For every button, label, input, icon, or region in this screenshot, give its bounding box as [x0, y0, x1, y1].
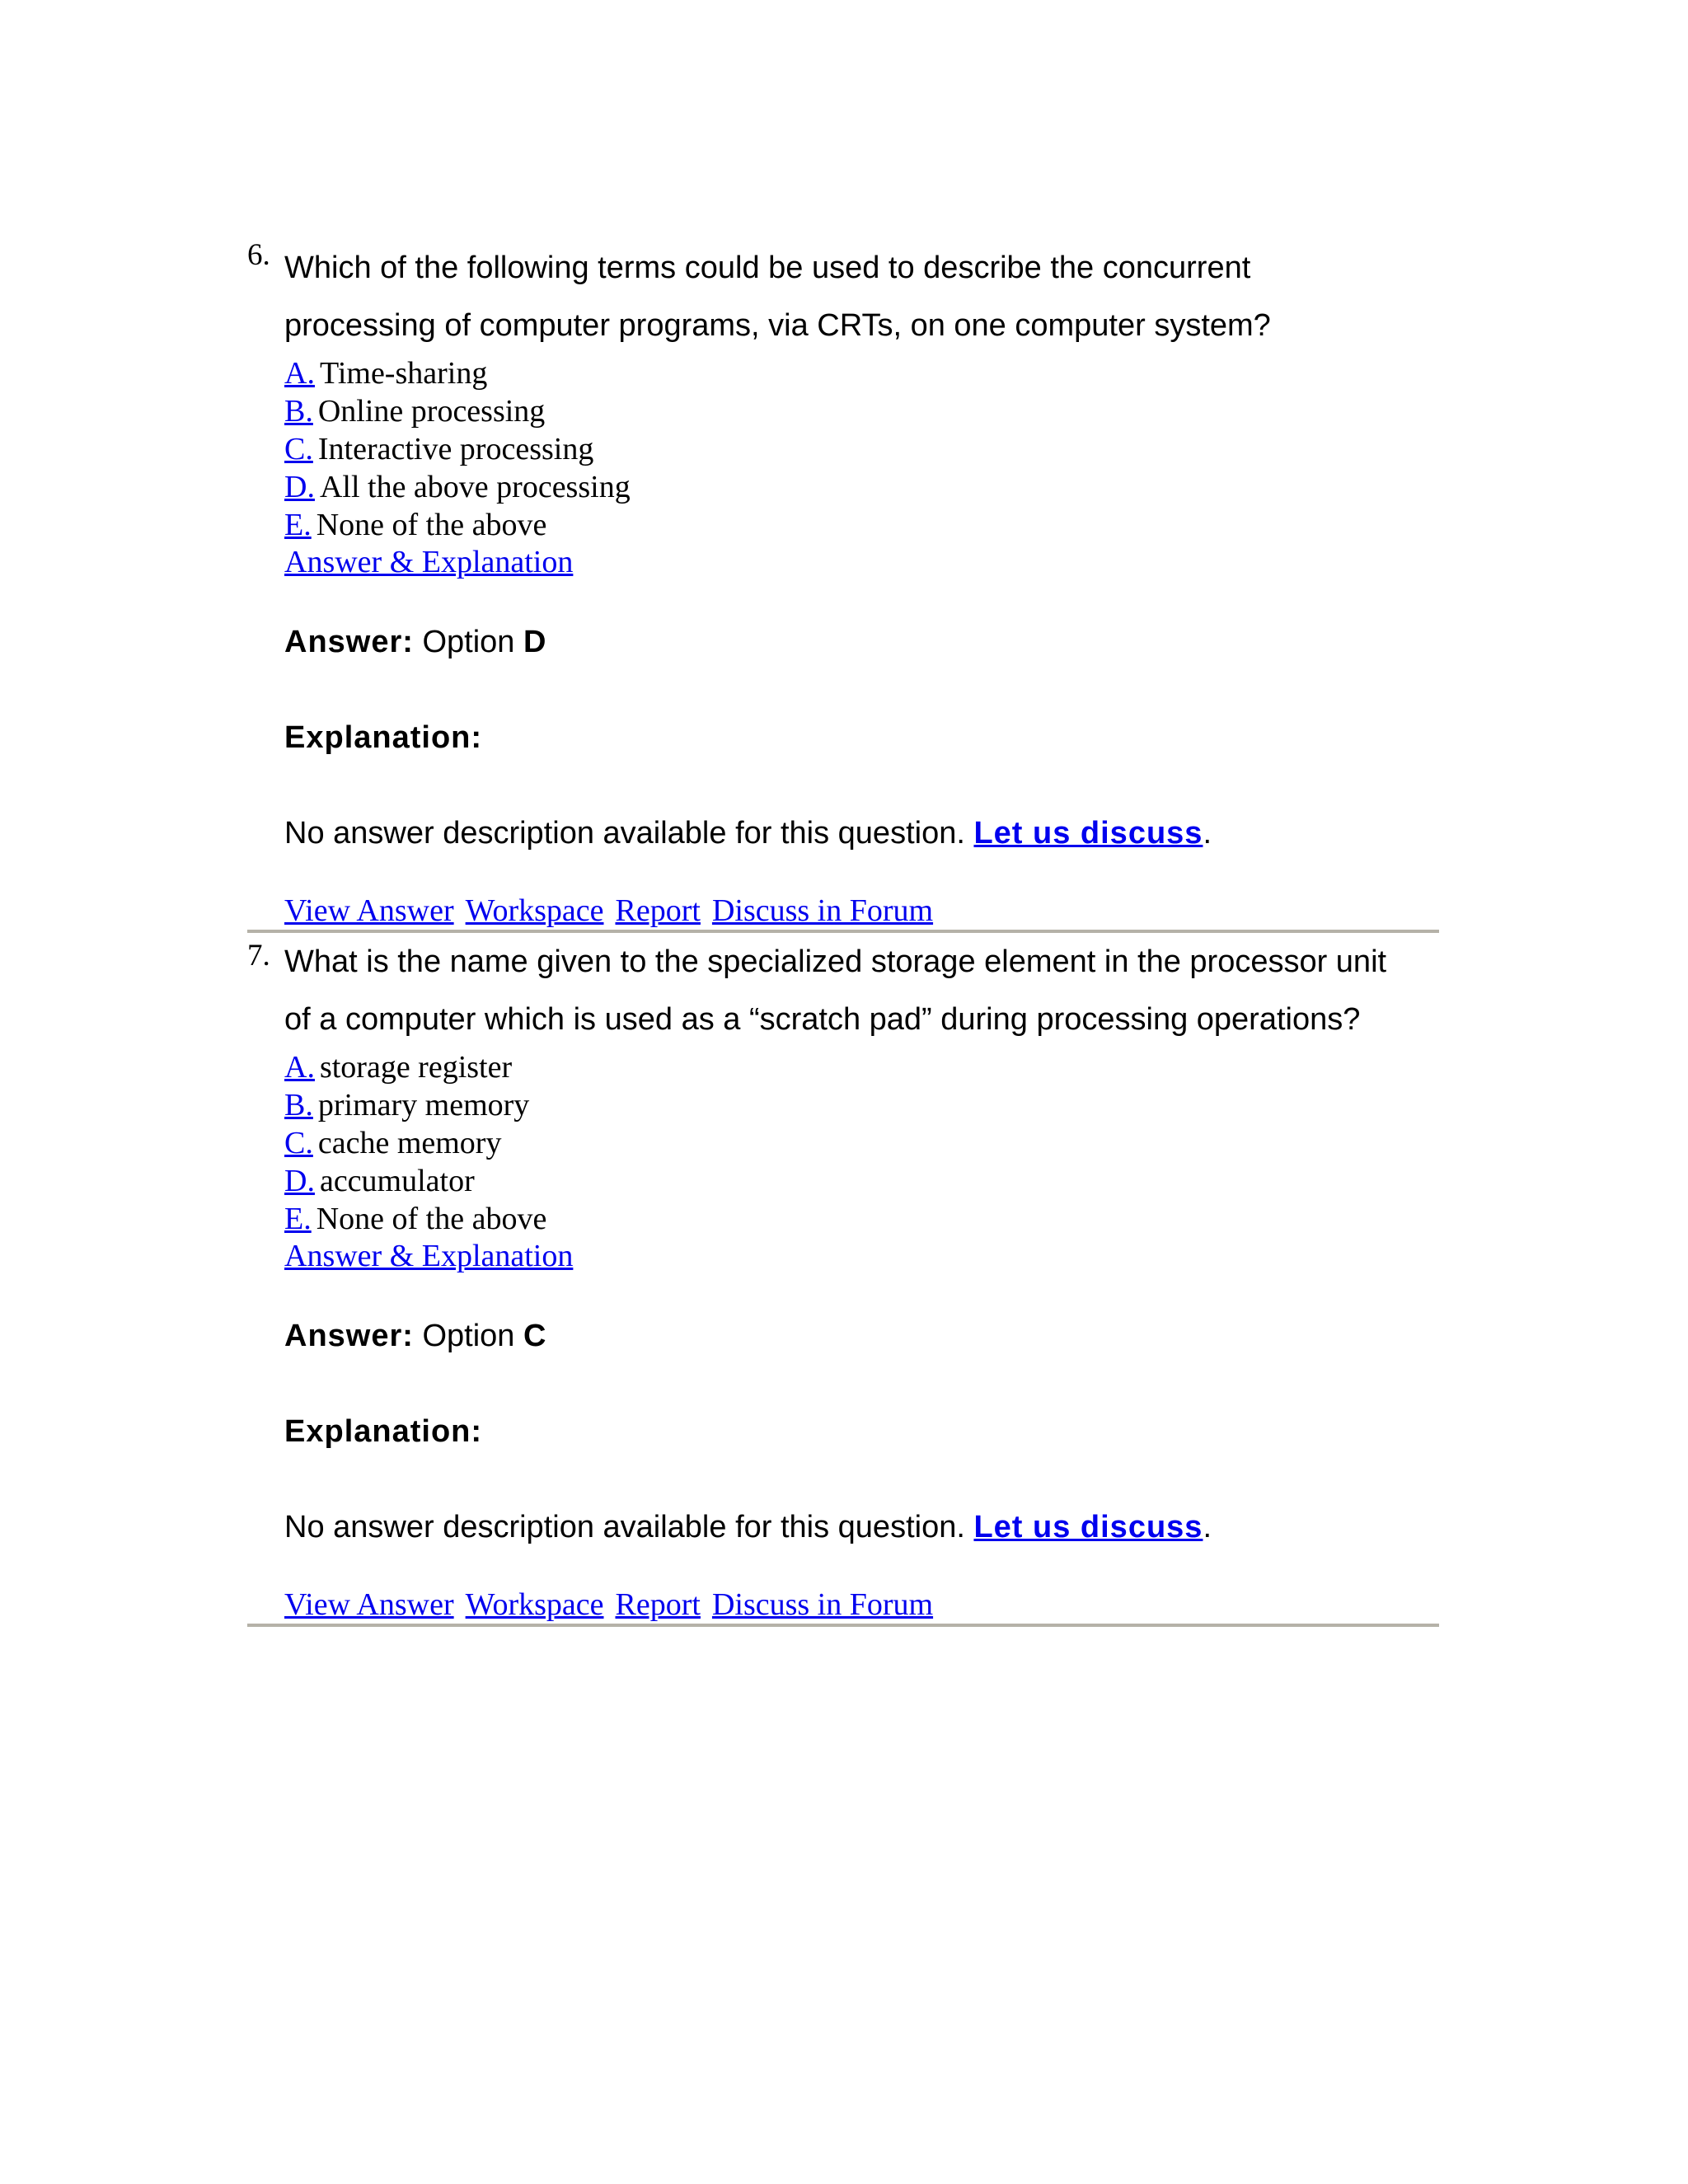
option-text: Online processing — [317, 394, 546, 429]
discuss-in-forum-link[interactable]: Discuss in Forum — [711, 893, 934, 928]
question-7 — [247, 933, 1442, 1627]
explanation-text-line — [284, 1508, 1442, 1546]
option-text: primary memory — [317, 1088, 530, 1122]
option-a-link[interactable]: A. — [284, 356, 315, 391]
option-b-link[interactable]: B. — [284, 394, 313, 429]
option-e — [284, 506, 1442, 544]
option-a — [284, 1048, 1442, 1086]
option-d-link[interactable]: D. — [284, 470, 315, 504]
option-d — [284, 1162, 1442, 1200]
question-actions — [284, 1586, 1442, 1624]
option-c-link[interactable]: C. — [284, 432, 313, 466]
discuss-suffix: . — [1203, 1510, 1212, 1544]
option-text: accumulator — [319, 1164, 475, 1198]
question-list — [247, 239, 1442, 1627]
view-answer-link[interactable]: View Answer — [284, 893, 454, 928]
discuss-suffix: . — [1203, 816, 1212, 851]
option-text: storage register — [319, 1050, 513, 1085]
report-link[interactable]: Report — [615, 1587, 701, 1622]
option-text: All the above processing — [319, 470, 631, 504]
answer-line — [284, 1317, 1442, 1355]
explanation-label: Explanation: — [284, 1414, 483, 1449]
answer-prefix: Option — [422, 625, 515, 659]
workspace-link[interactable]: Workspace — [465, 893, 604, 928]
explanation-text: No answer description available for this question. — [284, 1510, 965, 1544]
let-us-discuss-link[interactable]: Let us discuss — [973, 816, 1203, 851]
option-text: None of the above — [316, 1202, 547, 1236]
option-c-link[interactable]: C. — [284, 1126, 313, 1160]
option-text: Time-sharing — [319, 356, 488, 391]
question-6 — [247, 239, 1442, 933]
view-answer-link[interactable]: View Answer — [284, 1587, 454, 1622]
option-text: cache memory — [317, 1126, 502, 1160]
option-d — [284, 468, 1442, 506]
option-a — [284, 354, 1442, 392]
option-a-link[interactable]: A. — [284, 1050, 315, 1085]
let-us-discuss-link[interactable]: Let us discuss — [973, 1510, 1203, 1544]
question-text: Which of the following terms could be used to describe the concurrent processing of computer programs, via CRTs, on one computer system? — [284, 251, 1271, 343]
option-b — [284, 1086, 1442, 1124]
option-text: None of the above — [316, 508, 547, 542]
question-number: 6. — [247, 238, 270, 272]
explanation-text: No answer description available for this question. — [284, 816, 965, 851]
question-text: What is the name given to the specialized storage element in the processor unit of a computer which is used as a “scratch pad” during processing operations? — [284, 944, 1387, 1037]
explanation-text-line — [284, 814, 1442, 852]
option-b-link[interactable]: B. — [284, 1088, 313, 1122]
option-b — [284, 392, 1442, 430]
answer-value: D — [523, 625, 546, 659]
answer-value: C — [523, 1319, 546, 1353]
option-text: Interactive processing — [317, 432, 594, 466]
option-c — [284, 1124, 1442, 1162]
option-e-link[interactable]: E. — [284, 1202, 312, 1236]
option-e — [284, 1200, 1442, 1238]
answer-prefix: Option — [422, 1319, 515, 1353]
option-list — [284, 1048, 1442, 1238]
report-link[interactable]: Report — [615, 893, 701, 928]
discuss-in-forum-link[interactable]: Discuss in Forum — [711, 1587, 934, 1622]
option-list — [284, 354, 1442, 544]
option-e-link[interactable]: E. — [284, 508, 312, 542]
answer-label: Answer: — [284, 625, 414, 659]
workspace-link[interactable]: Workspace — [465, 1587, 604, 1622]
option-d-link[interactable]: D. — [284, 1164, 315, 1198]
option-c — [284, 430, 1442, 468]
explanation-label: Explanation: — [284, 720, 483, 755]
question-actions — [284, 892, 1442, 930]
answer-explanation-link[interactable]: Answer & Explanation — [284, 545, 574, 579]
answer-label: Answer: — [284, 1319, 414, 1353]
answer-line — [284, 623, 1442, 661]
question-number: 7. — [247, 939, 270, 972]
answer-explanation-link[interactable]: Answer & Explanation — [284, 1239, 574, 1273]
divider — [247, 1624, 1439, 1627]
